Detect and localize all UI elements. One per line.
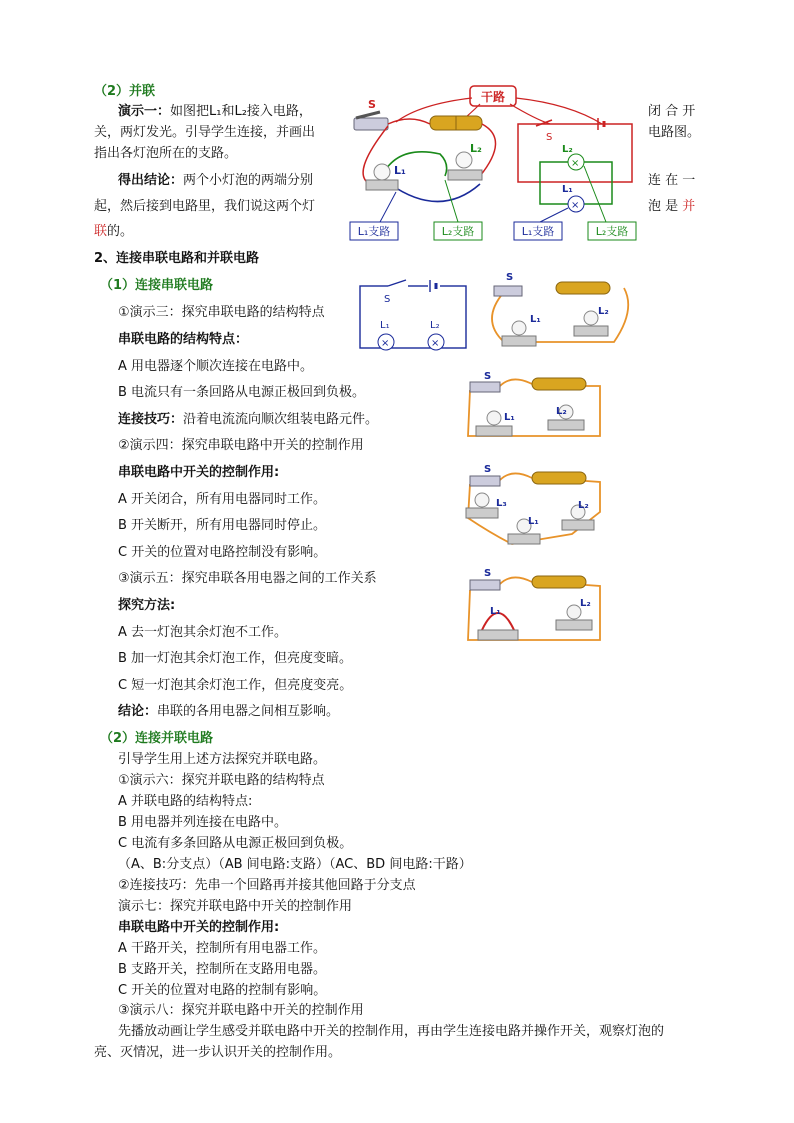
demo1-line2-end: 电路图。 bbox=[648, 125, 701, 140]
conclusion-line1-end: 连 在 一 bbox=[648, 173, 696, 188]
method-point-a: A 去一灯泡其余灯泡不工作。 bbox=[118, 625, 288, 640]
series-photo-1 bbox=[484, 270, 634, 354]
final-line2: 亮、灭情况，进一步认识开关的控制作用。 bbox=[94, 1045, 342, 1060]
lamp1-label: L₁ bbox=[394, 164, 406, 177]
lamp-4b-base bbox=[556, 620, 592, 630]
series-conclusion-text: 串联的各用电器之间相互影响。 bbox=[157, 704, 340, 719]
lamp-2a-label: L₁ bbox=[504, 412, 515, 423]
series-structure-heading: 串联电路的结构特点： bbox=[118, 332, 249, 347]
demo4: ②演示四：探究串联电路中开关的控制作用 bbox=[118, 438, 364, 453]
final-line1: 先播放动画让学生感受并联电路中开关的控制作用，再由学生连接电路并操作开关，观察灯泡的 bbox=[118, 1024, 665, 1039]
switch-base bbox=[354, 118, 388, 130]
demo1-line3: 指出各灯泡所在的支路。 bbox=[94, 146, 238, 161]
demo7: 演示七：探究并联电路中开关的控制作用 bbox=[118, 899, 353, 914]
battery-2 bbox=[532, 378, 586, 390]
battery-4 bbox=[532, 576, 586, 588]
section-heading-parallel: （2）并联 bbox=[94, 84, 156, 99]
series-photo-4 bbox=[462, 566, 612, 650]
lamp-3b-label: L₁ bbox=[528, 516, 539, 527]
series-point-b: B 电流只有一条回路从电源正极回到负极。 bbox=[118, 385, 366, 400]
lamp-3c-base bbox=[562, 520, 594, 530]
tip2: ②连接技巧：先串一个回路再并接其他回路于分支点 bbox=[118, 878, 416, 893]
switch-1-label: S bbox=[506, 272, 514, 283]
lamp-3c-label: L₂ bbox=[578, 500, 589, 511]
series-lamp1-x: × bbox=[381, 338, 390, 349]
switch-lever bbox=[356, 112, 380, 118]
lamp-1a bbox=[512, 321, 526, 335]
parallel-point-a: A 并联电路的结构特点: bbox=[118, 794, 253, 809]
lamp-4b bbox=[567, 605, 581, 619]
demo1-label: 演示一： bbox=[118, 104, 171, 119]
lamp-2a-base bbox=[476, 426, 512, 436]
series-subheading: （1）连接串联电路 bbox=[100, 278, 214, 293]
trunk-pointer-4 bbox=[516, 98, 602, 124]
lamp1-base bbox=[366, 180, 398, 190]
lamp-1b-base bbox=[574, 326, 608, 336]
demo3: ①演示三：探究串联电路的结构特点 bbox=[118, 305, 325, 320]
lamp-2b-base bbox=[548, 420, 584, 430]
series-lamp2-label: L₂ bbox=[430, 320, 440, 331]
switch-2-label: S bbox=[484, 371, 492, 382]
schematic-lamp1-label: L₁ bbox=[562, 184, 573, 195]
switch-point-a: A 开关闭合，所有用电器同时工作。 bbox=[118, 492, 327, 507]
demo8: ③演示八：探究并联电路中开关的控制作用 bbox=[118, 1003, 364, 1018]
demo6: ①演示六：探究并联电路的结构特点 bbox=[118, 773, 325, 788]
method-point-b: B 加一灯泡其余灯泡工作，但亮度变暗。 bbox=[118, 651, 353, 666]
tip-label: 连接技巧： bbox=[118, 412, 184, 427]
series-schematic-outline bbox=[360, 286, 466, 348]
lamp1-bulb bbox=[374, 164, 390, 180]
switch-3 bbox=[470, 476, 500, 486]
parallel-subheading: （2）连接并联电路 bbox=[100, 731, 214, 746]
schem-l1-branch-label: L₁支路 bbox=[521, 225, 555, 238]
lamp-2a bbox=[487, 411, 501, 425]
part2-heading: 2、连接串联电路和并联电路 bbox=[94, 251, 260, 266]
lamp-4a-label: L₁ bbox=[490, 606, 501, 617]
schematic-outer bbox=[518, 124, 632, 182]
l2-branch-label: L₂支路 bbox=[441, 225, 475, 238]
schematic-lamp2-x: × bbox=[571, 158, 580, 169]
conclusion-end: 的。 bbox=[107, 224, 134, 239]
series-photo-3 bbox=[462, 462, 612, 552]
switch-point-c: C 开关的位置对电路控制没有影响。 bbox=[118, 545, 327, 560]
method-point-c: C 短一灯泡其余灯泡工作，但亮度变亮。 bbox=[118, 678, 353, 693]
conclusion-text: 两个小灯泡的两端分别 bbox=[183, 173, 314, 188]
l1-branch-pointer bbox=[380, 192, 396, 222]
wire-2b bbox=[500, 379, 532, 386]
conclusion-line2: 起，然后接到电路里，我们说这两个灯 bbox=[94, 199, 316, 214]
schem-l1-pointer bbox=[540, 208, 568, 222]
schem-l2-pointer bbox=[584, 166, 606, 222]
method-heading: 探究方法: bbox=[118, 598, 176, 613]
parallel-note: （A、B:分支点）（AB 间电路:支路）（AC、BD 间电路:干路） bbox=[118, 857, 472, 872]
trunk-pointer-3 bbox=[510, 104, 550, 124]
lamp-1a-label: L₁ bbox=[530, 314, 541, 325]
l1-branch-label: L₁支路 bbox=[357, 225, 391, 238]
lamp-3a-base bbox=[466, 508, 498, 518]
trunk-wire-2 bbox=[388, 119, 430, 124]
switch-4-label: S bbox=[484, 568, 492, 579]
demo5: ③演示五：探究串联各用电器之间的工作关系 bbox=[118, 571, 377, 586]
battery-1 bbox=[556, 282, 610, 294]
demo1-line1-end: 闭 合 开 bbox=[648, 104, 696, 119]
parallel-point-b: B 用电器并列连接在电路中。 bbox=[118, 815, 288, 830]
trunk-label: 干路 bbox=[480, 90, 506, 104]
parallel-switch-c: C 开关的位置对电路的控制有影响。 bbox=[118, 983, 327, 998]
switch-2 bbox=[470, 382, 500, 392]
lamp-3a bbox=[475, 493, 489, 507]
series-lamp2-x: × bbox=[431, 338, 440, 349]
series-conclusion bbox=[118, 700, 339, 719]
lamp-3b-base bbox=[508, 534, 540, 544]
lamp-2b-label: L₂ bbox=[556, 406, 567, 417]
schematic-lamp2-label: L₂ bbox=[562, 144, 573, 155]
tip-text: 沿着电流流向顺次组装电路元件。 bbox=[183, 412, 379, 427]
lamp-3a-label: L₃ bbox=[496, 498, 507, 509]
switch-role-heading-2: 串联电路中开关的控制作用: bbox=[118, 920, 280, 935]
switch-gap bbox=[388, 280, 408, 292]
switch-point-b: B 开关断开，所有用电器同时停止。 bbox=[118, 518, 327, 533]
schematic-switch bbox=[536, 120, 552, 126]
demo1-line1 bbox=[118, 100, 312, 119]
lamp-1b-label: L₂ bbox=[598, 306, 609, 317]
schematic-switch-label: S bbox=[546, 132, 553, 143]
demo1-text: 如图把L₁和L₂接入电路， bbox=[170, 104, 312, 119]
lamp-1a-base bbox=[502, 336, 536, 346]
demo1-line2: 关，两灯发光。引导学生连接，并画出 bbox=[94, 125, 316, 140]
conclusion-end-text: 泡 是 bbox=[648, 199, 683, 214]
battery-3 bbox=[532, 472, 586, 484]
parallel-point-c: C 电流有多条回路从电源正极回到负极。 bbox=[118, 836, 353, 851]
tip-line bbox=[118, 408, 378, 427]
switch-3-label: S bbox=[484, 464, 492, 475]
switch-label: S bbox=[368, 98, 376, 111]
series-lamp1-label: L₁ bbox=[380, 320, 390, 331]
parallel-switch-a: A 干路开关，控制所有用电器工作。 bbox=[118, 941, 327, 956]
series-conclusion-label: 结论： bbox=[118, 704, 158, 719]
lamp2-base bbox=[448, 170, 482, 180]
parallel-circuit-figure bbox=[340, 84, 640, 246]
guide-text: 引导学生用上述方法探究并联电路。 bbox=[118, 752, 327, 767]
parallel-switch-b: B 支路开关，控制所在支路用电器。 bbox=[118, 962, 327, 977]
schematic-lamp1-x: × bbox=[571, 200, 580, 211]
conclusion-line2-end bbox=[648, 195, 695, 214]
lamp-1b bbox=[584, 311, 598, 325]
lamp-4b-label: L₂ bbox=[580, 598, 591, 609]
series-schematic bbox=[358, 278, 470, 354]
conclusion-highlight-2: 联 bbox=[94, 224, 108, 239]
lamp-4a-base bbox=[478, 630, 518, 640]
lamp2-label: L₂ bbox=[470, 142, 482, 155]
series-switch-label: S bbox=[384, 294, 391, 305]
switch-role-heading: 串联电路中开关的控制作用: bbox=[118, 465, 280, 480]
trunk-wire-3 bbox=[480, 124, 496, 176]
conclusion-label: 得出结论： bbox=[118, 173, 184, 188]
wire-3b bbox=[500, 473, 532, 480]
series-point-a: A 用电器逐个顺次连接在电路中。 bbox=[118, 359, 314, 374]
conclusion-line1 bbox=[118, 169, 313, 188]
branch-wire-green bbox=[380, 152, 447, 180]
series-photo-2 bbox=[462, 370, 612, 446]
switch-4 bbox=[470, 580, 500, 590]
branch-wire-blue bbox=[390, 184, 480, 202]
conclusion-highlight: 并 bbox=[682, 199, 696, 214]
schem-l2-branch-label: L₂支路 bbox=[595, 225, 629, 238]
switch-1 bbox=[494, 286, 522, 296]
conclusion-line3 bbox=[94, 220, 133, 239]
wire-4b bbox=[500, 577, 532, 584]
